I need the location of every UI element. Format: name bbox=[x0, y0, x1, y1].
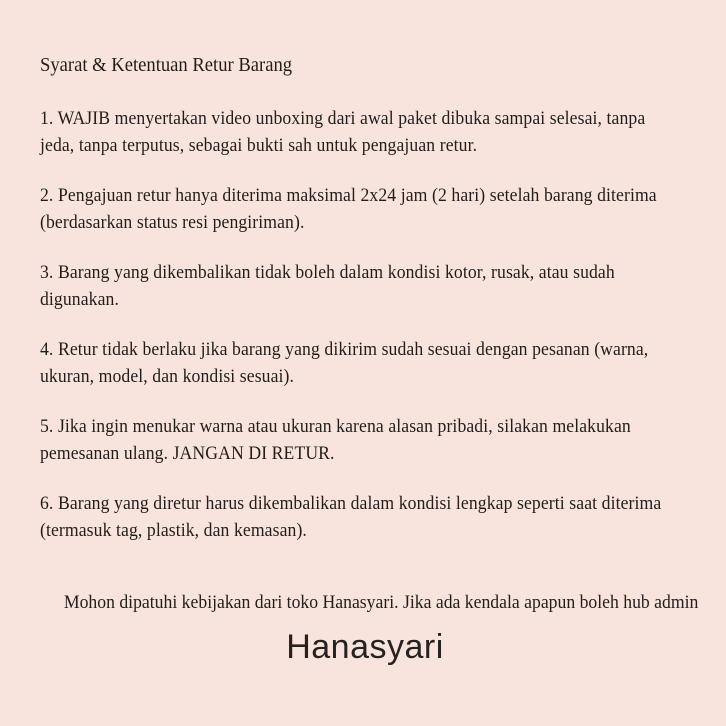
term-line: jeda, tanpa terputus, sebagai bukti sah untuk pengajuan retur. bbox=[40, 135, 478, 156]
term-line: 1. WAJIB menyertakan video unboxing dari awal paket dibuka sampai selesai, tanpa bbox=[40, 108, 646, 129]
policy-title: Syarat & Ketentuan Retur Barang bbox=[40, 54, 293, 76]
term-line: 3. Barang yang dikembalikan tidak boleh dalam kondisi kotor, rusak, atau sudah bbox=[40, 262, 615, 283]
term-line: (berdasarkan status resi pengiriman). bbox=[40, 212, 305, 233]
term-line: 4. Retur tidak berlaku jika barang yang dikirim sudah sesuai dengan pesanan (warna, bbox=[40, 339, 649, 360]
brand-logo-text: Hanasyari bbox=[286, 628, 444, 666]
term-line: ukuran, model, dan kondisi sesuai). bbox=[40, 366, 295, 387]
term-line: 6. Barang yang diretur harus dikembalikan dalam kondisi lengkap seperti saat diterima bbox=[40, 493, 662, 514]
term-line: 5. Jika ingin menukar warna atau ukuran karena alasan pribadi, silakan melakukan bbox=[40, 416, 631, 437]
term-line: 2. Pengajuan retur hanya diterima maksimal 2x24 jam (2 hari) setelah barang diterima bbox=[40, 185, 657, 206]
footer-note-text: Mohon dipatuhi kebijakan dari toko Hanasyari. Jika ada kendala apapun boleh hub admin bbox=[63, 592, 699, 613]
term-line: digunakan. bbox=[40, 289, 119, 310]
policy-term-6 bbox=[40, 490, 690, 544]
policy-term-5 bbox=[40, 413, 690, 467]
policy-term-1 bbox=[40, 105, 690, 159]
footer-note bbox=[40, 589, 699, 616]
term-line: (termasuk tag, plastik, dan kemasan). bbox=[40, 520, 307, 541]
term-line: pemesanan ulang. JANGAN DI RETUR. bbox=[40, 443, 335, 464]
policy-term-2 bbox=[40, 182, 690, 236]
policy-term-4 bbox=[40, 336, 690, 390]
policy-term-3 bbox=[40, 259, 690, 313]
